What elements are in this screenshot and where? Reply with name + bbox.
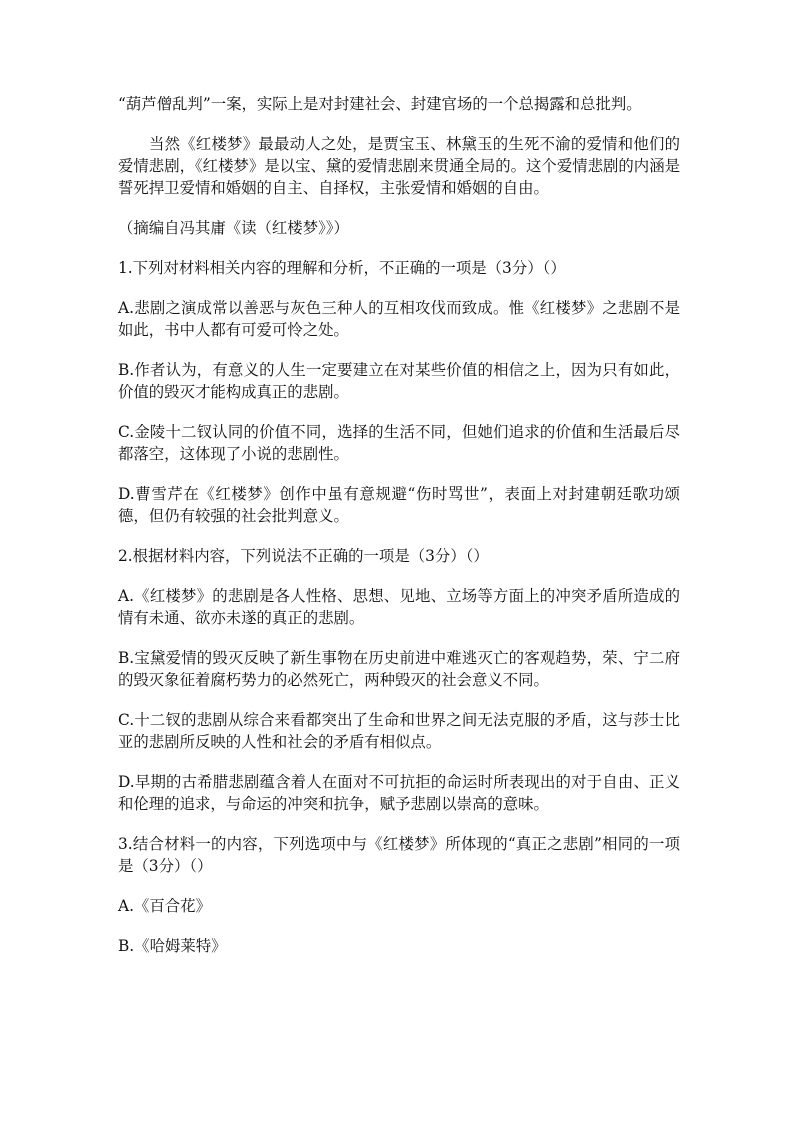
intro-tail-paragraph: “葫芦僧乱判”一案，实际上是对封建社会、封建官场的一个总揭露和总批判。	[118, 95, 642, 113]
question-1-option-b: B.作者认为，有意义的人生一定要建立在对某些价值的相信之上，因为只有如此，价值的毁灭才能构成真正的悲剧。	[118, 361, 680, 401]
question-2-option-a: A.《红楼梦》的悲剧是各人性格、思想、见地、立场等方面上的冲突矛盾所造成的情有未通、欲亦未遂的真正的悲剧。	[118, 587, 680, 627]
question-3-option-a: A.《百合花》	[118, 897, 211, 915]
love-tragedy-paragraph: 当然《红楼梦》最最动人之处，是贾宝玉、林黛玉的生死不渝的爱情和他们的爱情悲剧，《红楼梦》是以宝、黛的爱情悲剧来贯通全局的。这个爱情悲剧的内涵是誓死捍卫爱情和婚姻的自主、自择权，主张爱情和婚姻的自由。	[118, 135, 680, 197]
question-2-stem: 2.根据材料内容，下列说法不正确的一项是（3分）（）	[118, 547, 489, 565]
question-1-stem: 1.下列对材料相关内容的理解和分析，不正确的一项是（3分）（）	[118, 259, 566, 277]
document-page	[118, 93, 680, 975]
source-citation: （摘编自冯其庸《读（红楼梦》》）	[118, 219, 349, 237]
question-1-option-a: A.悲剧之演成常以善恶与灰色三种人的互相攻伐而致成。惟《红楼梦》之悲剧不是如此，书中人都有可爱可怜之处。	[118, 299, 680, 339]
question-2-option-d: D.早期的古希腊悲剧蕴含着人在面对不可抗拒的命运时所表现出的对于自由、正义和伦理的追求，与命运的冲突和抗争，赋予悲剧以崇高的意味。	[118, 773, 680, 813]
question-1-option-d: D.曹雪芹在《红楼梦》创作中虽有意规避“伤时骂世”，表面上对封建朝廷歌功颂德，但仍有较强的社会批判意义。	[118, 485, 680, 525]
question-3-stem: 3.结合材料一的内容，下列选项中与《红楼梦》所体现的“真正之悲剧”相同的一项是（3分）（）	[118, 835, 680, 875]
question-3-option-b: B.《哈姆莱特》	[118, 937, 227, 955]
question-1-option-c: C.金陵十二钗认同的价值不同，选择的生活不同，但她们追求的价值和生活最后尽都落空，这体现了小说的悲剧性。	[118, 423, 680, 463]
question-2-option-c: C.十二钗的悲剧从综合来看都突出了生命和世界之间无法克服的矛盾，这与莎士比亚的悲剧所反映的人性和社会的矛盾有相似点。	[118, 711, 680, 751]
question-2-option-b: B.宝黛爱情的毁灭反映了新生事物在历史前进中难逃灭亡的客观趋势，荣、宁二府的毁灭象征着腐朽势力的必然死亡，两种毁灭的社会意义不同。	[118, 649, 680, 689]
